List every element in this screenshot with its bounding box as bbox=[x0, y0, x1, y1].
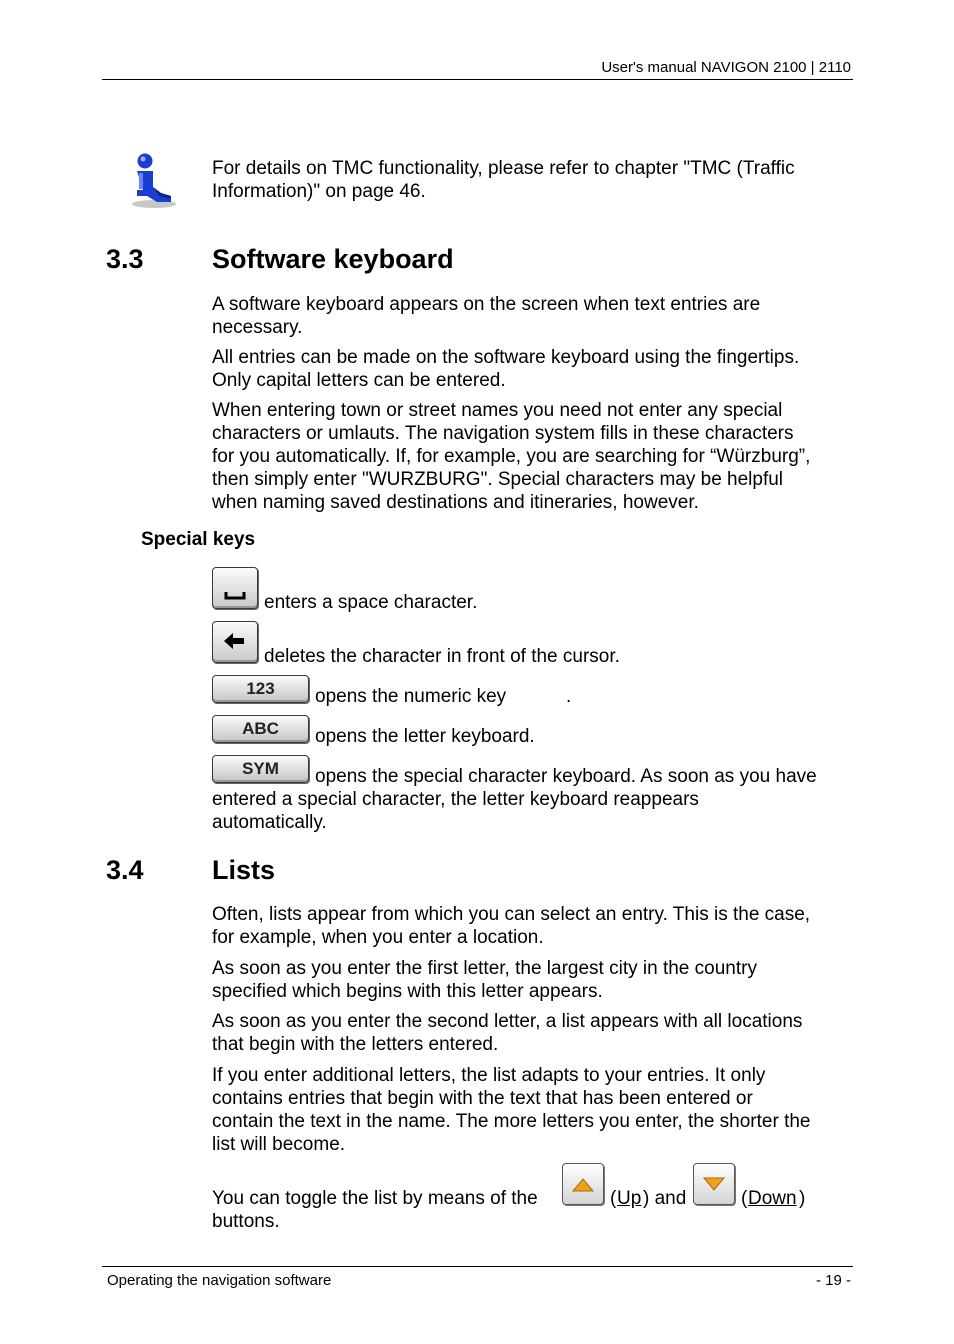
letter-key: ABC bbox=[212, 715, 309, 743]
paragraph-line: As soon as you enter the first letter, the largest city in the country bbox=[212, 958, 757, 979]
info-person-icon bbox=[124, 152, 180, 210]
special-keys-heading: Special keys bbox=[141, 529, 256, 550]
toggle-down-close: ) bbox=[799, 1188, 806, 1209]
down-arrow-icon bbox=[693, 1163, 735, 1205]
paragraph-line: contain the text in the name. The more letters you enter, the shorter the bbox=[212, 1111, 811, 1132]
paragraph-line: When entering town or street names you need not enter any special bbox=[212, 400, 783, 421]
header-title: User's manual NAVIGON 2100 | 2110 bbox=[601, 59, 851, 76]
section-number: 3.3 bbox=[106, 244, 144, 274]
special-key-desc: opens the special character keyboard. As soon as you have bbox=[315, 766, 817, 787]
toggle-mid: ) and bbox=[643, 1188, 687, 1209]
down-link[interactable]: Down bbox=[748, 1188, 797, 1209]
special-key-desc: opens the numeric key bbox=[315, 686, 507, 707]
paragraph-line: contains entries that begin with the text that has been entered or bbox=[212, 1088, 753, 1109]
page-header bbox=[102, 57, 853, 80]
paragraph-line: list will become. bbox=[212, 1134, 346, 1155]
paragraph-line: for example, when you enter a location. bbox=[212, 927, 544, 948]
paragraph-line: All entries can be made on the software keyboard using the fingertips. bbox=[212, 347, 800, 368]
special-key-desc: entered a special character, the letter keyboard reappears bbox=[212, 789, 699, 810]
toggle-down-open: ( bbox=[741, 1188, 748, 1209]
paragraph-line: when naming saved destinations and itineraries, however. bbox=[212, 492, 699, 513]
special-key-desc: enters a space character. bbox=[264, 592, 478, 613]
paragraph-line: for you automatically. If, for example, you are searching for “Würzburg”, bbox=[212, 446, 811, 467]
special-key-desc: automatically. bbox=[212, 812, 327, 833]
paragraph-line: characters or umlauts. The navigation system fills in these characters bbox=[212, 423, 794, 444]
special-key-desc: deletes the character in front of the cursor. bbox=[264, 646, 620, 667]
paragraph-line: Often, lists appear from which you can select an entry. This is the case, bbox=[212, 904, 811, 925]
toggle-up-open: ( bbox=[610, 1188, 617, 1209]
toggle-text: You can toggle the list by means of the bbox=[212, 1188, 538, 1209]
special-key-desc-trailing: . bbox=[566, 686, 572, 707]
special-key-desc: opens the letter keyboard. bbox=[315, 726, 535, 747]
paragraph-line: A software keyboard appears on the screen when text entries are bbox=[212, 294, 761, 315]
section-title: Software keyboard bbox=[212, 244, 454, 274]
paragraph-line: then simply enter "WURZBURG". Special characters may be helpful bbox=[212, 469, 784, 490]
toggle-end: buttons. bbox=[212, 1211, 280, 1232]
up-arrow-icon bbox=[562, 1163, 604, 1205]
paragraph-line: necessary. bbox=[212, 317, 303, 338]
section-title: Lists bbox=[212, 855, 276, 885]
symbol-key: SYM bbox=[212, 755, 309, 783]
up-link[interactable]: Up bbox=[617, 1188, 642, 1209]
paragraph-line: Only capital letters can be entered. bbox=[212, 370, 506, 391]
paragraph-line: that begin with the letters entered. bbox=[212, 1034, 499, 1055]
info-note-line-2: Information)" on page 46. bbox=[212, 181, 426, 202]
page-number: - 19 - bbox=[815, 1272, 851, 1289]
backspace-key-icon bbox=[212, 621, 258, 663]
paragraph-line: As soon as you enter the second letter, a list appears with all locations bbox=[212, 1011, 803, 1032]
space-key-icon bbox=[212, 567, 258, 609]
numeric-key: 123 bbox=[212, 675, 309, 703]
page-footer bbox=[102, 1266, 853, 1297]
paragraph-line: If you enter additional letters, the list adapts to your entries. It only bbox=[212, 1065, 766, 1086]
footer-chapter: Operating the navigation software bbox=[107, 1272, 332, 1289]
info-note-line-1: For details on TMC functionality, please refer to chapter "TMC (Traffic bbox=[212, 158, 795, 179]
paragraph-line: specified which begins with this letter appears. bbox=[212, 981, 603, 1002]
section-number: 3.4 bbox=[106, 855, 144, 885]
